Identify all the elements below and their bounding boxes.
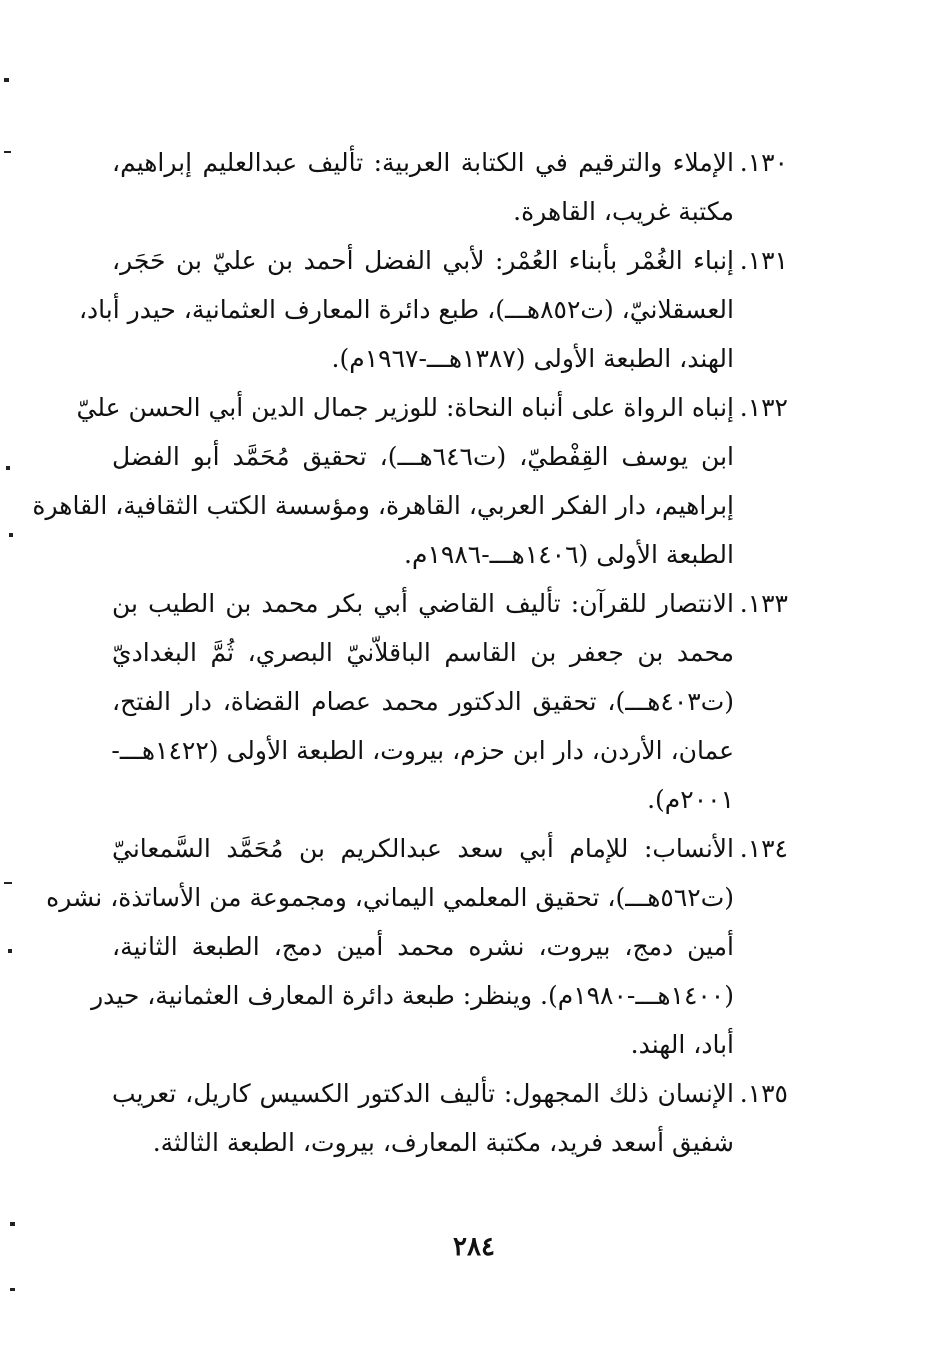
bibliography-entry [112,138,788,236]
entry-number: ١٣٢. [739,393,788,422]
entry-number: ١٣٤. [739,834,788,863]
bibliography-entry [46,824,788,1069]
entry-text [112,1069,734,1167]
scan-speck [10,1288,15,1291]
entry-line: (١٤٠٠هـــ-١٩٨٠م). وينظر: طبعة دائرة المعارف العثمانية، حيدر [91,981,734,1010]
scan-speck [4,882,12,884]
entry-line: الأنساب: للإمام أبي سعد عبدالكريم بن مُحَمَّد السَّمعانيّ [112,834,734,863]
bibliography-entry [32,383,788,579]
entry-text [112,579,734,824]
entry-line: عمان، الأردن، دار ابن حزم، بيروت، الطبعة الأولى (١٤٢٢هـــ- [111,736,734,765]
entry-text [46,824,734,1069]
entry-line: الانتصار للقرآن: تأليف القاضي أبي بكر محمد بن الطيب بن [112,589,734,618]
entry-line: أمين دمج، بيروت، نشره محمد أمين دمج، الطبعة الثانية، [112,932,734,961]
entry-line: ٢٠٠١م). [647,785,734,814]
entry-text [32,383,734,579]
entry-text [112,138,734,236]
entry-line: إنباء الغُمْر بأبناء العُمْر: لأبي الفضل أحمد بن عليّ بن حَجَر، [112,246,734,275]
page-number: ٢٨٤ [453,1232,495,1262]
scan-speck [6,466,10,470]
entry-line: مكتبة غريب، القاهرة. [513,197,734,226]
entry-number: ١٣١. [739,246,788,275]
bibliography-list [32,138,788,1167]
entry-line: إبراهيم، دار الفكر العربي، القاهرة، ومؤسسة الكتب الثقافية، القاهرة [32,491,734,520]
scan-speck [9,533,13,537]
entry-line: محمد بن جعفر بن القاسم الباقلاّنيّ البصري، ثُمَّ البغداديّ [112,638,734,667]
bibliography-entry [78,236,788,383]
scan-speck [8,949,12,953]
entry-number: ١٣٥. [739,1079,788,1108]
entry-line: إنباه الرواة على أنباه النحاة: للوزير جمال الدين أبي الحسن عليّ [76,393,734,422]
bibliography-entry [112,579,788,824]
scan-speck [4,151,11,153]
bibliography-entry [112,1069,788,1167]
entry-line: (ت٥٦٢هـــ)، تحقيق المعلمي اليماني، ومجموعة من الأساتذة، نشره [46,883,734,912]
scan-speck [4,78,9,82]
scan-speck [10,1222,15,1226]
entry-line: الإملاء والترقيم في الكتابة العربية: تأليف عبدالعليم إبراهيم، [112,148,734,177]
entry-number: ١٣٣. [739,589,788,618]
entry-line: شفيق أسعد فريد، مكتبة المعارف، بيروت، الطبعة الثالثة. [152,1128,734,1157]
entry-text [78,236,734,383]
entry-line: (ت٤٠٣هـــ)، تحقيق الدكتور محمد عصام القضاة، دار الفتح، [112,687,734,716]
entry-line: ابن يوسف القِفْطيّ، (ت٦٤٦هـــ)، تحقيق مُحَمَّد أبو الفضل [112,442,734,471]
entry-line: أباد، الهند. [630,1030,734,1059]
entry-line: الطبعة الأولى (١٤٠٦هـــ-١٩٨٦م. [404,540,734,569]
entry-line: الإنسان ذلك المجهول: تأليف الدكتور الكسيس كاريل، تعريب [112,1079,734,1108]
entry-line: الهند، الطبعة الأولى (١٣٨٧هـــ-١٩٦٧م). [331,344,734,373]
entry-number: ١٣٠. [739,148,788,177]
entry-line: العسقلانيّ، (ت٨٥٢هـــ)، طبع دائرة المعارف العثمانية، حيدر أباد، [78,295,734,324]
